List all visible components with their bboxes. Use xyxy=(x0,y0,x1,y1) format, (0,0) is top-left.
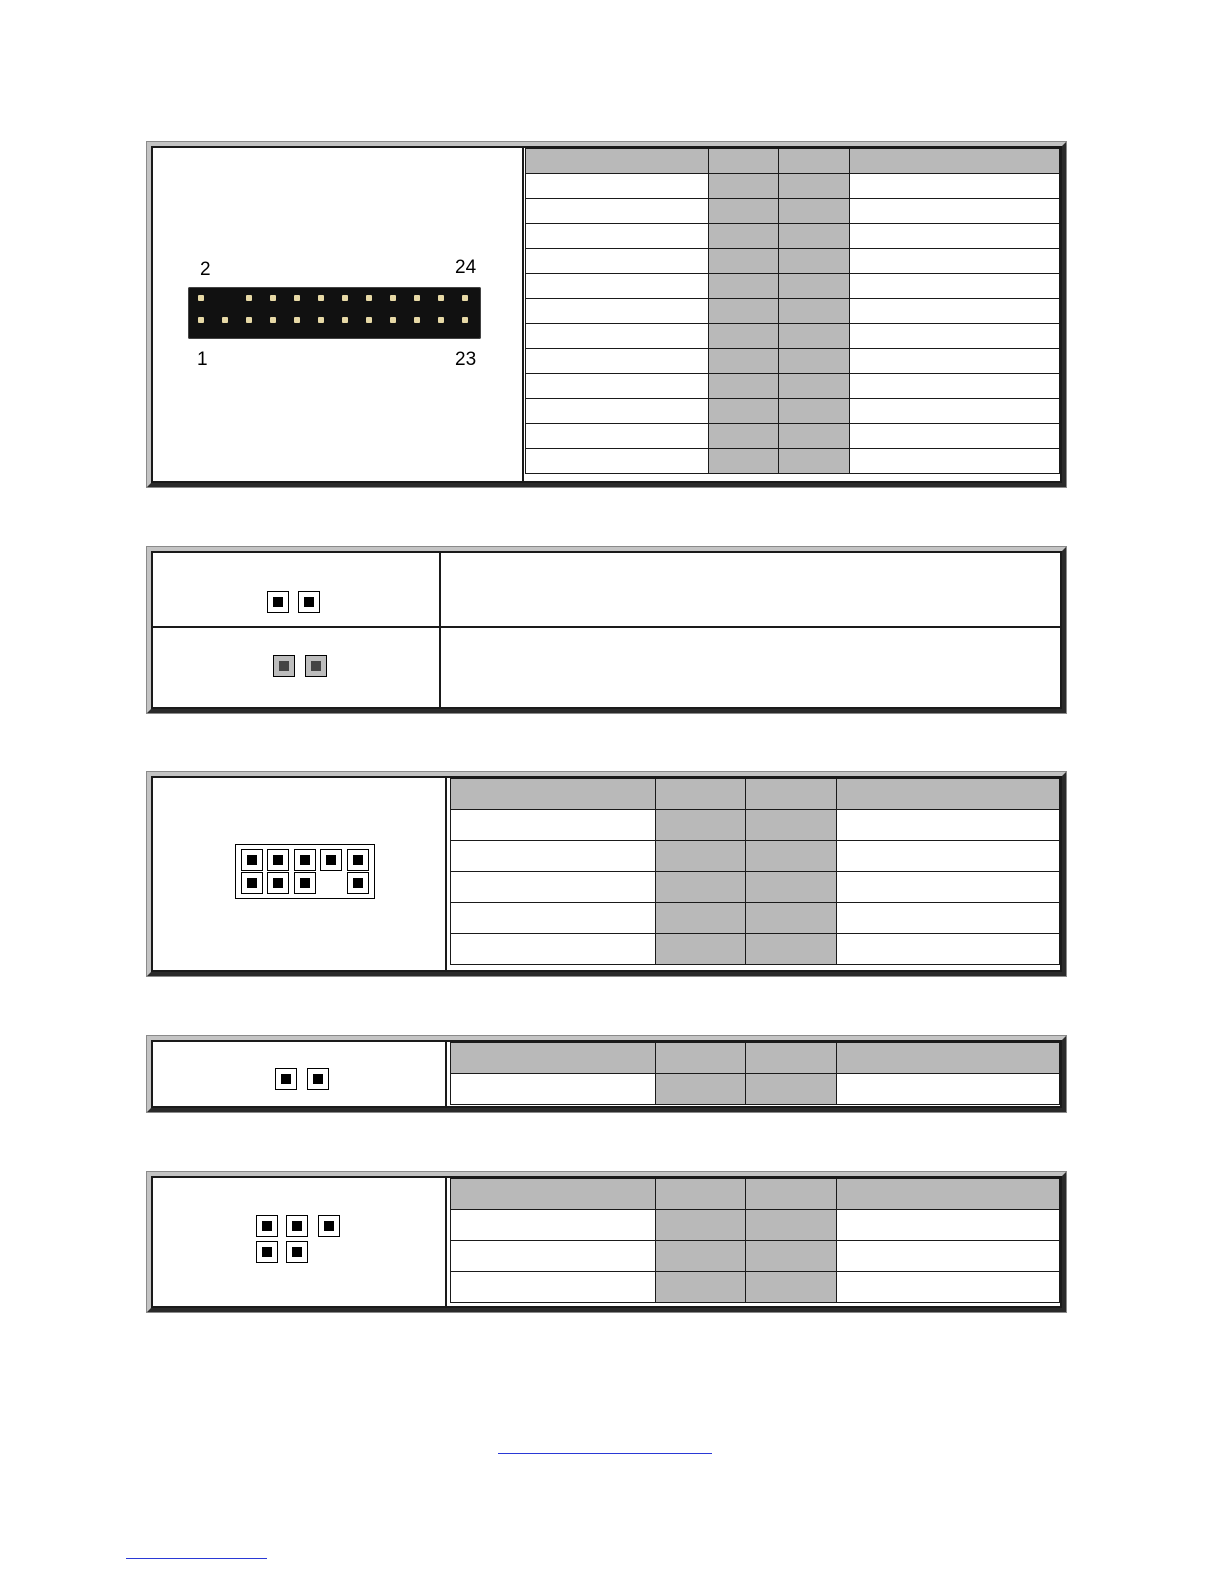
signal-name-cell xyxy=(451,810,656,841)
signal-name-cell xyxy=(526,449,709,474)
header-pin-dot xyxy=(414,317,420,323)
pin-number-cell xyxy=(746,1074,836,1105)
pin-table-10 xyxy=(450,778,1060,965)
pin-number-cell xyxy=(709,424,779,449)
signal-name-cell xyxy=(849,199,1059,224)
signal-name-cell xyxy=(526,199,709,224)
jumper-pin-open xyxy=(267,591,289,613)
table-row xyxy=(451,1074,1060,1105)
pin-panel-5 xyxy=(147,1172,1066,1312)
header-pin-dot xyxy=(342,317,348,323)
pin-label-1: 1 xyxy=(197,349,208,370)
pin-number-cell xyxy=(656,872,746,903)
header-pin xyxy=(320,849,342,871)
header-pin-dot xyxy=(390,295,396,301)
panel-frame xyxy=(151,776,1062,972)
signal-name-cell xyxy=(451,841,656,872)
pin-number-cell xyxy=(746,903,836,934)
table-row xyxy=(451,841,1060,872)
pin-table-2 xyxy=(450,1042,1060,1105)
column-header xyxy=(746,779,836,810)
signal-name-cell xyxy=(849,224,1059,249)
table-row xyxy=(526,199,1060,224)
header-pin xyxy=(294,849,316,871)
table-row xyxy=(451,934,1060,965)
pin-number-cell xyxy=(779,374,849,399)
pin-number-cell xyxy=(709,349,779,374)
signal-name-cell xyxy=(526,299,709,324)
header-pin xyxy=(307,1068,329,1090)
pin-number-cell xyxy=(709,224,779,249)
signal-name-cell xyxy=(849,324,1059,349)
table-row xyxy=(451,1241,1060,1272)
signal-name-cell xyxy=(526,349,709,374)
pin-number-cell xyxy=(779,324,849,349)
pin-number-cell xyxy=(656,903,746,934)
pin-number-cell xyxy=(656,1074,746,1105)
column-header xyxy=(836,1043,1059,1074)
table-header-row xyxy=(451,1179,1060,1210)
signal-name-cell xyxy=(451,934,656,965)
header-pin-dot xyxy=(318,317,324,323)
pin-number-cell xyxy=(746,1241,836,1272)
pin-label-2: 2 xyxy=(200,259,211,280)
table-header-row xyxy=(451,779,1060,810)
pin-number-cell xyxy=(709,399,779,424)
signal-name-cell xyxy=(526,174,709,199)
header-pin-dot xyxy=(342,295,348,301)
header-pin-dot xyxy=(438,317,444,323)
pin-header-photo xyxy=(188,287,481,339)
pin-number-cell xyxy=(779,424,849,449)
jumper-pin-closed xyxy=(273,655,295,677)
pin-number-cell xyxy=(709,249,779,274)
pin-label-23: 23 xyxy=(455,349,477,370)
header-pin xyxy=(275,1068,297,1090)
table-row xyxy=(451,1210,1060,1241)
column-header xyxy=(656,779,746,810)
signal-name-cell xyxy=(451,872,656,903)
pin-number-cell xyxy=(779,174,849,199)
signal-name-cell xyxy=(526,224,709,249)
header-pin-dot xyxy=(318,295,324,301)
signal-name-cell xyxy=(526,249,709,274)
table-header-row xyxy=(526,149,1060,174)
pin-number-cell xyxy=(656,1241,746,1272)
signal-name-cell xyxy=(836,1210,1059,1241)
pin-number-cell xyxy=(746,934,836,965)
signal-name-cell xyxy=(849,249,1059,274)
pin-number-cell xyxy=(746,872,836,903)
signal-name-cell xyxy=(526,424,709,449)
pin-number-cell xyxy=(709,299,779,324)
header-pin-dot xyxy=(270,317,276,323)
table-row xyxy=(451,810,1060,841)
header-pin-dot xyxy=(390,317,396,323)
pin-number-cell xyxy=(779,199,849,224)
pin-number-cell xyxy=(779,299,849,324)
signal-name-cell xyxy=(836,872,1059,903)
table-row xyxy=(526,399,1060,424)
signal-name-cell xyxy=(526,399,709,424)
signal-name-cell xyxy=(849,449,1059,474)
column-divider xyxy=(445,778,447,970)
pin-number-cell xyxy=(709,199,779,224)
pin-number-cell xyxy=(746,1210,836,1241)
pin-panel-2 xyxy=(147,1036,1066,1112)
pin-number-cell xyxy=(656,1272,746,1303)
column-divider xyxy=(439,553,441,707)
signal-name-cell xyxy=(526,324,709,349)
header-pin xyxy=(318,1215,340,1237)
header-pin xyxy=(347,872,369,894)
column-header xyxy=(709,149,779,174)
signal-name-cell xyxy=(849,274,1059,299)
header-pin xyxy=(256,1241,278,1263)
header-pin-dot xyxy=(246,317,252,323)
header-pin-dot xyxy=(438,295,444,301)
bottom-link[interactable] xyxy=(126,1558,267,1559)
pin-number-cell xyxy=(709,324,779,349)
jumper-pin-open xyxy=(298,591,320,613)
table-row xyxy=(526,424,1060,449)
header-pin xyxy=(286,1215,308,1237)
pin-number-cell xyxy=(779,449,849,474)
column-header xyxy=(746,1043,836,1074)
header-pin xyxy=(347,849,369,871)
table-row xyxy=(451,872,1060,903)
column-header xyxy=(656,1043,746,1074)
connector-diagram xyxy=(153,148,523,481)
header-pin-dot xyxy=(462,317,468,323)
signal-name-cell xyxy=(836,841,1059,872)
panel-frame xyxy=(151,146,1062,483)
header-pin xyxy=(286,1241,308,1263)
pin-number-cell xyxy=(746,810,836,841)
pin-number-cell xyxy=(656,810,746,841)
signal-name-cell xyxy=(849,349,1059,374)
signal-name-cell xyxy=(526,274,709,299)
panel-frame xyxy=(151,551,1062,709)
pin-number-cell xyxy=(709,449,779,474)
jumper-pin-closed xyxy=(305,655,327,677)
pin-label-24: 24 xyxy=(455,257,477,278)
pin-table-24 xyxy=(525,148,1060,474)
header-pin-dot xyxy=(198,295,204,301)
header-pin-dot xyxy=(366,295,372,301)
table-row xyxy=(451,1272,1060,1303)
header-pin-dot xyxy=(462,295,468,301)
pin-number-cell xyxy=(746,841,836,872)
signal-name-cell xyxy=(836,1241,1059,1272)
signal-name-cell xyxy=(451,1210,656,1241)
signal-name-cell xyxy=(451,1272,656,1303)
column-header xyxy=(836,779,1059,810)
column-header xyxy=(779,149,849,174)
header-pin xyxy=(241,849,263,871)
signal-name-cell xyxy=(451,903,656,934)
signal-name-cell xyxy=(849,374,1059,399)
column-divider xyxy=(522,148,524,481)
pin-table-5 xyxy=(450,1178,1060,1303)
table-row xyxy=(526,324,1060,349)
signal-name-cell xyxy=(836,1272,1059,1303)
pin-number-cell xyxy=(709,174,779,199)
pin-number-cell xyxy=(779,249,849,274)
column-header xyxy=(836,1179,1059,1210)
column-header xyxy=(526,149,709,174)
column-divider xyxy=(445,1042,447,1106)
header-pin xyxy=(294,872,316,894)
table-row xyxy=(526,174,1060,199)
table-row xyxy=(526,249,1060,274)
header-pin xyxy=(241,872,263,894)
table-row xyxy=(451,903,1060,934)
pin-number-cell xyxy=(656,1210,746,1241)
column-header xyxy=(451,1043,656,1074)
column-header xyxy=(451,1179,656,1210)
signal-name-cell xyxy=(849,174,1059,199)
header-pin-dot xyxy=(366,317,372,323)
jumper-panel xyxy=(147,547,1066,713)
header-pin-dot xyxy=(246,295,252,301)
signal-name-cell xyxy=(849,399,1059,424)
header-pin-dot xyxy=(198,317,204,323)
signal-name-cell xyxy=(451,1074,656,1105)
table-row xyxy=(526,349,1060,374)
header-pin-dot xyxy=(294,295,300,301)
table-header-row xyxy=(451,1043,1060,1074)
signal-name-cell xyxy=(849,299,1059,324)
table-row xyxy=(526,299,1060,324)
signal-name-cell xyxy=(451,1241,656,1272)
pin-panel-10 xyxy=(147,772,1066,976)
pin-number-cell xyxy=(779,274,849,299)
column-header xyxy=(849,149,1059,174)
table-row xyxy=(526,224,1060,249)
column-header xyxy=(451,779,656,810)
signal-name-cell xyxy=(836,934,1059,965)
pin-panel-24 xyxy=(147,142,1066,487)
pin-number-cell xyxy=(779,349,849,374)
pin-number-cell xyxy=(709,374,779,399)
signal-name-cell xyxy=(836,903,1059,934)
pin-number-cell xyxy=(709,274,779,299)
column-divider xyxy=(445,1178,447,1306)
pin-number-cell xyxy=(656,841,746,872)
pin-number-cell xyxy=(656,934,746,965)
column-header xyxy=(656,1179,746,1210)
column-header xyxy=(746,1179,836,1210)
panel-frame xyxy=(151,1176,1062,1308)
table-row xyxy=(526,274,1060,299)
signal-name-cell xyxy=(836,1074,1059,1105)
signal-name-cell xyxy=(836,810,1059,841)
table-row xyxy=(526,374,1060,399)
header-pin-dot xyxy=(270,295,276,301)
header-pin-dot xyxy=(294,317,300,323)
pin-number-cell xyxy=(779,399,849,424)
pin-number-cell xyxy=(746,1272,836,1303)
header-pin xyxy=(267,849,289,871)
header-pin xyxy=(267,872,289,894)
panel-frame xyxy=(151,1040,1062,1108)
signal-name-cell xyxy=(526,374,709,399)
row-divider xyxy=(153,626,1060,628)
header-pin xyxy=(256,1215,278,1237)
pin-number-cell xyxy=(779,224,849,249)
footer-link[interactable] xyxy=(498,1453,712,1454)
table-row xyxy=(526,449,1060,474)
header-pin-dot xyxy=(414,295,420,301)
header-pin-dot xyxy=(222,317,228,323)
signal-name-cell xyxy=(849,424,1059,449)
